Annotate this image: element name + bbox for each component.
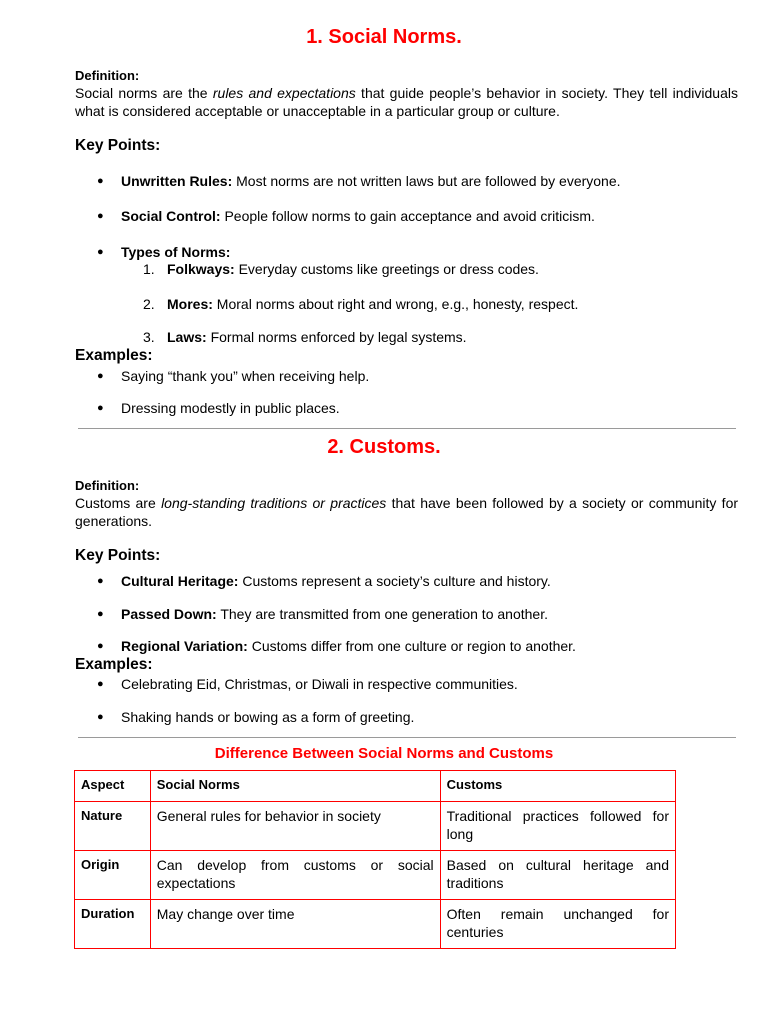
comparison-table	[74, 770, 676, 949]
section2-key-point: Regional Variation: Customs differ from one culture or region to another.	[121, 638, 576, 654]
customs-cell: Based on cultural heritage and traditions	[440, 851, 675, 900]
bullet-icon: ●	[97, 575, 104, 587]
norm-type-item: Laws: Formal norms enforced by legal systems.	[167, 329, 467, 345]
aspect-cell: Origin	[75, 851, 151, 900]
header-cell: Aspect	[75, 771, 151, 802]
section1-examples-label: Examples:	[75, 347, 153, 364]
table-header-row	[75, 771, 676, 802]
bullet-icon: ●	[97, 640, 104, 652]
bullet-icon: ●	[97, 608, 104, 620]
norm-type-item: Mores: Moral norms about right and wrong, e.g., honesty, respect.	[167, 296, 579, 312]
header-cell: Customs	[440, 771, 675, 802]
list-number: 2.	[143, 296, 155, 312]
section1-key-point: Types of Norms:	[121, 244, 231, 260]
bullet-icon: ●	[97, 678, 104, 690]
section2-title: 2. Customs.	[327, 436, 441, 458]
section1-definition: Social norms are the rules and expectations that guide people’s behavior in society. They tell individuals what is considered acceptable or unacceptable in a particular group or culture.	[75, 85, 738, 119]
divider	[78, 737, 736, 738]
section2-example: Celebrating Eid, Christmas, or Diwali in respective communities.	[121, 676, 518, 692]
section1-example: Saying “thank you” when receiving help.	[121, 368, 370, 384]
section2-examples-label: Examples:	[75, 656, 153, 673]
social-norms-cell: General rules for behavior in society	[150, 802, 440, 851]
list-number: 3.	[143, 329, 155, 345]
section2-definition: Customs are long-standing traditions or practices that have been followed by a society or community for generations.	[75, 495, 739, 529]
divider	[78, 428, 736, 429]
table-row	[75, 900, 676, 949]
section1-key-point: Unwritten Rules: Most norms are not written laws but are followed by everyone.	[121, 173, 621, 189]
customs-cell: Often remain unchanged for centuries	[440, 900, 675, 949]
bullet-icon: ●	[97, 711, 104, 723]
norm-type-item: Folkways: Everyday customs like greetings or dress codes.	[167, 261, 539, 277]
table-row	[75, 802, 676, 851]
aspect-cell: Nature	[75, 802, 151, 851]
bullet-icon: ●	[97, 210, 104, 222]
social-norms-cell: May change over time	[150, 900, 440, 949]
section1-title: 1. Social Norms.	[306, 26, 462, 48]
aspect-cell: Duration	[75, 900, 151, 949]
section1-definition-label: Definition:	[75, 68, 140, 83]
header-cell: Social Norms	[150, 771, 440, 802]
bullet-icon: ●	[97, 175, 104, 187]
customs-cell: Traditional practices followed for long	[440, 802, 675, 851]
section2-key-point: Passed Down: They are transmitted from one generation to another.	[121, 606, 548, 622]
list-number: 1.	[143, 261, 155, 277]
section1-key-points-label: Key Points:	[75, 137, 161, 154]
section2-key-point: Cultural Heritage: Customs represent a society’s culture and history.	[121, 573, 551, 589]
bullet-icon: ●	[97, 246, 104, 258]
section1-example: Dressing modestly in public places.	[121, 400, 340, 416]
section2-definition-label: Definition:	[75, 478, 140, 493]
section2-key-points-label: Key Points:	[75, 547, 161, 564]
table-row	[75, 851, 676, 900]
bullet-icon: ●	[97, 370, 104, 382]
social-norms-cell: Can develop from customs or social expectations	[150, 851, 440, 900]
section2-example: Shaking hands or bowing as a form of greeting.	[121, 709, 415, 725]
table-caption: Difference Between Social Norms and Customs	[214, 745, 554, 762]
section1-key-point: Social Control: People follow norms to gain acceptance and avoid criticism.	[121, 208, 595, 224]
bullet-icon: ●	[97, 402, 104, 414]
